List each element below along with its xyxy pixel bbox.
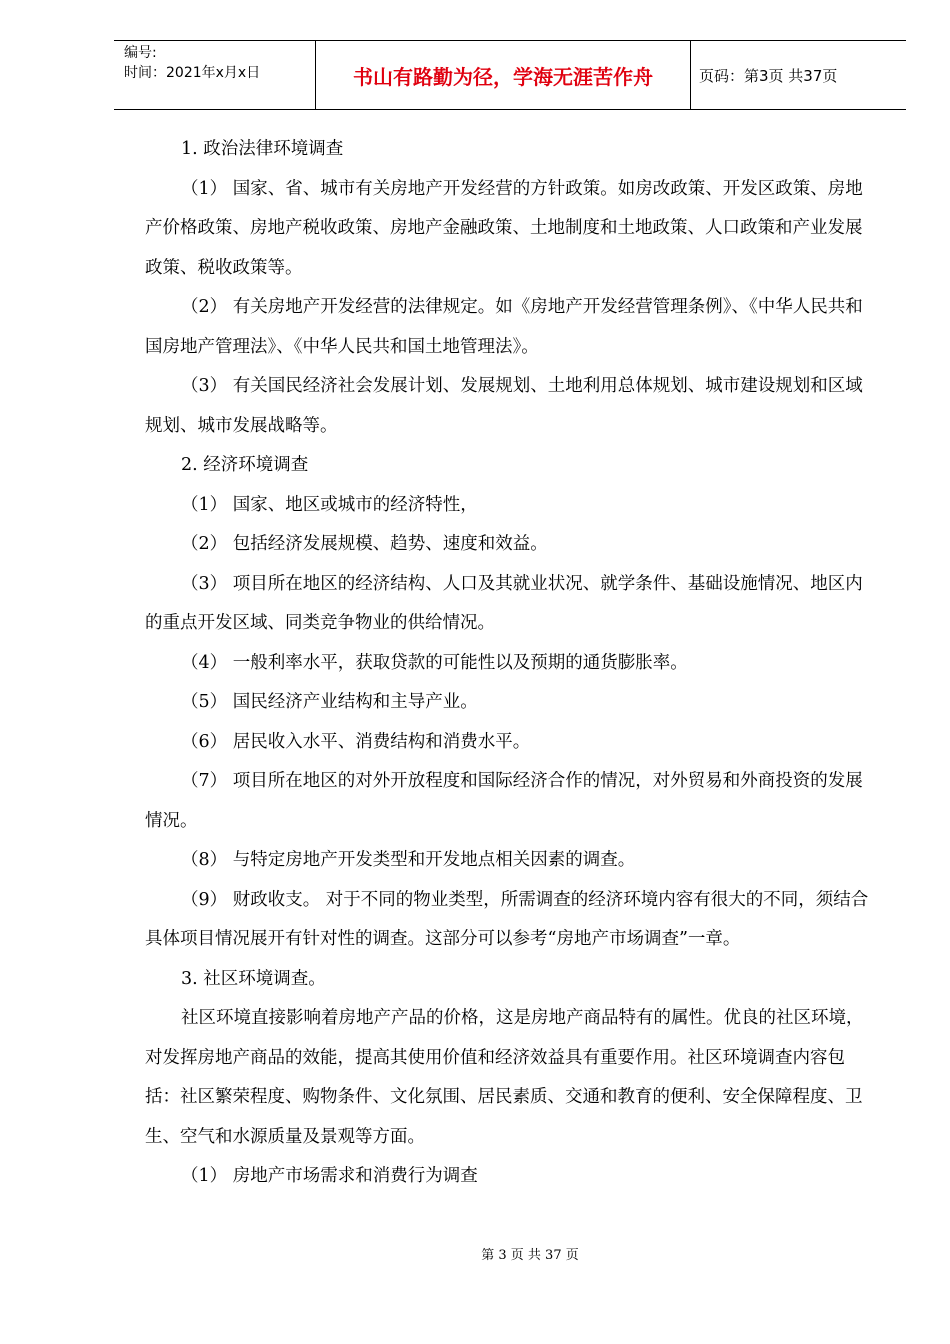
- paragraph: （2） 包括经济发展规模、趋势、速度和效益。: [181, 534, 548, 554]
- paragraph: （1） 房地产市场需求和消费行为调查: [181, 1166, 478, 1186]
- paragraph: （9） 财政收支。 对于不同的物业类型，所需调查的经济环境内容有很大的不同，须结合具体项目情况展开有针对性的调查。这部分可以参考“房地产市场调查”一章。: [145, 889, 869, 949]
- paragraph: （5） 国民经济产业结构和主导产业。: [181, 692, 478, 712]
- page-footer: 第 3 页 共 37 页: [481, 1248, 579, 1263]
- paragraph: （6） 居民收入水平、消费结构和消费水平。: [181, 731, 531, 752]
- document-date-label: 时间：2021年x月x日: [124, 65, 261, 81]
- paragraph: 3. 社区环境调查。: [181, 968, 326, 989]
- header-meta: [114, 41, 316, 109]
- paragraph: （1） 国家、省、城市有关房地产开发经营的方针政策。如房改政策、开发区政策、房地产价格政策、房地产税收政策、房地产金融政策、土地制度和土地政策、人口政策和产业发展政策、税收政策等。: [145, 178, 863, 278]
- document-body: [145, 130, 875, 1197]
- paragraph: （7） 项目所在地区的对外开放程度和国际经济合作的情况，对外贸易和外商投资的发展情况。: [145, 771, 863, 831]
- page-header: [114, 40, 906, 110]
- document-number-label: 编号:: [124, 45, 157, 61]
- header-page-number: 页码：第3页 共37页: [699, 66, 838, 85]
- paragraph: 2. 经济环境调查: [181, 455, 309, 475]
- paragraph: 1. 政治法律环境调查: [181, 139, 344, 159]
- paragraph: （1） 国家、地区或城市的经济特性，: [181, 494, 478, 515]
- paragraph: 社区环境直接影响着房地产产品的价格，这是房地产商品特有的属性。优良的社区环境，对发挥房地产商品的效能，提高其使用价值和经济效益具有重要作用。社区环境调查内容包括：社区繁荣程度、购物条件、文化氛围、居民素质、交通和教育的便利、安全保障程度、卫生、空气和水源质量及景观等方面。: [145, 1008, 864, 1147]
- paragraph: （3） 有关国民经济社会发展计划、发展规划、土地利用总体规划、城市建设规划和区域规划、城市发展战略等。: [145, 376, 863, 436]
- header-motto: 书山有路勤为径，学海无涯苦作舟: [316, 41, 691, 109]
- paragraph: （2） 有关房地产开发经营的法律规定。如《房地产开发经营管理条例》、《中华人民共和国房地产管理法》、《中华人民共和国土地管理法》。: [145, 297, 863, 357]
- paragraph: （3） 项目所在地区的经济结构、人口及其就业状况、就学条件、基础设施情况、地区内的重点开发区域、同类竞争物业的供给情况。: [145, 573, 863, 633]
- paragraph: （8） 与特定房地产开发类型和开发地点相关因素的调查。: [181, 850, 636, 870]
- paragraph: （4） 一般利率水平，获取贷款的可能性以及预期的通货膨胀率。: [181, 652, 688, 673]
